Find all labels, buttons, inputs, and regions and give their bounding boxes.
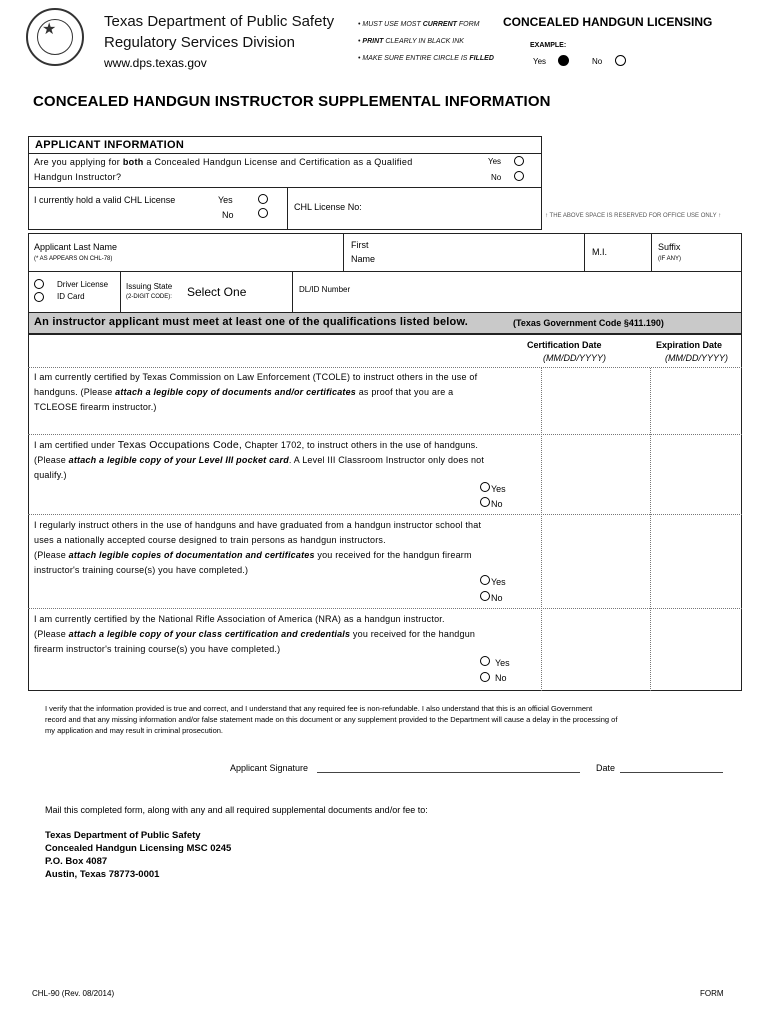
mailing-address: Texas Department of Public Safety Concealed Handgun Licensing MSC 0245 P.O. Box 4087 Austin, Texas 78773-0001 [45,830,232,880]
tcole-exp-date-input[interactable] [654,372,738,432]
form-revision: CHL-90 (Rev. 08/2014) [32,989,115,998]
chl-hold-label: I currently hold a valid CHL License [34,195,176,205]
first-name-label: First [351,240,369,250]
qualifications-banner-text: An instructor applicant must meet at least one of the qualifications listed below. [34,316,469,328]
last-name-note: (* AS APPEARS ON CHL-78) [34,256,113,262]
school-cert-date-input[interactable] [545,520,647,604]
nra-no-label: No [495,673,507,683]
applicant-section-title: APPLICANT INFORMATION [35,139,185,151]
signature-line[interactable] [317,772,580,773]
both-yes-radio[interactable] [514,156,524,166]
level-iii-no-radio[interactable] [480,497,490,507]
chl-yes-radio[interactable] [258,194,268,204]
agency-website[interactable]: www.dps.texas.gov [104,56,207,70]
signature-label: Applicant Signature [230,763,309,773]
school-no-label: No [491,593,503,603]
suffix-label: Suffix [658,242,681,252]
instruction-2: • PRINT CLEARLY IN BLACK INK [358,38,464,45]
qualification-level-iii: I am certified under Texas Occupations Code, Chapter 1702, to instruct others in the use of handguns. (Please attach a legible copy of your Level III pocket card. A Level III Classroom Instructor only does not qualify.) [34,439,485,480]
date-label: Date [596,763,616,773]
question-both-line2: Handgun Instructor? [34,172,122,182]
issuing-state-label: Issuing State [126,282,173,291]
level-iii-exp-date-input[interactable] [654,440,738,510]
driver-license-label: Driver License [57,280,109,289]
cert-date-format: (MM/DD/YYYY) [543,353,606,363]
issuing-state-select[interactable]: Select One [187,285,247,299]
id-card-radio[interactable] [34,292,44,302]
both-no-radio[interactable] [514,171,524,181]
first-name-input[interactable] [385,240,580,264]
mi-label: M.I. [592,247,607,257]
qualification-instructor-school: I regularly instruct others in the use of handguns and have graduated from a handgun instructor school that uses a nationally accepted course designed to train persons as handgun instructors. (Please attach legible copies of documentation and certificates you received for the handgun firearm instructor's training course(s) you have completed.) [34,520,482,575]
dl-id-number-label: DL/ID Number [299,285,351,294]
nra-exp-date-input[interactable] [654,614,738,686]
question-both: Are you applying for both a Concealed Handgun License and Certification as a Qualified [34,157,413,167]
school-yes-radio[interactable] [480,575,490,585]
first-name-label-2: Name [351,254,376,264]
school-exp-date-input[interactable] [654,520,738,604]
date-line[interactable] [620,772,723,773]
issuing-state-note: (2-DIGIT CODE): [126,294,172,300]
example-label: EXAMPLE: [530,42,567,49]
chl-no-radio[interactable] [258,208,268,218]
chl-license-no-input[interactable] [370,201,535,214]
level-iii-yes-label: Yes [491,484,506,494]
driver-license-radio[interactable] [34,279,44,289]
star-icon: ★ [42,21,57,38]
last-name-input[interactable] [160,240,340,264]
dl-id-number-input[interactable] [365,280,735,304]
gov-code-ref: (Texas Government Code §411.190) [513,318,664,328]
level-iii-cert-date-input[interactable] [545,440,647,510]
suffix-input[interactable] [692,240,737,264]
last-name-label: Applicant Last Name [34,242,118,252]
level-iii-no-label: No [491,499,503,509]
mi-input[interactable] [612,240,648,264]
nra-yes-label: Yes [495,658,510,668]
school-yes-label: Yes [491,577,506,587]
qualification-nra: I am currently certified by the National Rifle Association of America (NRA) as a handgun instructor. (Please attach a legible copy of your class certification and credentials you received for the handgun firearm instructor's training course(s) you have completed.) [34,614,476,654]
school-no-radio[interactable] [480,591,490,601]
verification-statement: I verify that the information provided is true and correct, and I understand that any required fee is non-refundable. I also understand that this is an official Government record and that any missing information and/or false statement made on this document or any supplement provided to the Department will cause a delay in the processing of my application and may result in criminal prosecution. [45,704,618,735]
division-name: Regulatory Services Division [104,34,295,51]
both-no-label: No [491,173,502,182]
exp-date-format: (MM/DD/YYYY) [665,353,728,363]
example-yes-label: Yes [533,57,547,66]
both-yes-label: Yes [488,157,502,166]
suffix-note: (IF ANY) [658,256,682,262]
office-use-note: ↑ THE ABOVE SPACE IS RESERVED FOR OFFICE USE ONLY ↑ [545,213,722,219]
example-no-label: No [592,57,603,66]
footer-form-label: FORM [700,989,724,998]
instruction-3: • MAKE SURE ENTIRE CIRCLE IS FILLED [358,55,494,62]
exp-date-header: Expiration Date [656,340,723,350]
dps-seal-logo [26,8,84,66]
chl-license-no-label: CHL License No: [294,202,362,212]
example-empty-radio-icon [615,55,626,66]
mail-instructions: Mail this completed form, along with any and all required supplemental documents and/or fee to: [45,805,428,815]
cert-date-header: Certification Date [527,340,602,350]
tcole-cert-date-input[interactable] [545,372,647,432]
level-iii-yes-radio[interactable] [480,482,490,492]
example-filled-radio-icon [558,55,569,66]
nra-no-radio[interactable] [480,672,490,682]
nra-yes-radio[interactable] [480,656,490,666]
id-card-label: ID Card [57,292,85,301]
qualification-tcole: I am currently certified by Texas Commission on Law Enforcement (TCOLE) to instruct others in the use of handguns. (Please attach a legible copy of documents and/or certificates as proof that you are a TCLEOSE firearm instructor.) [34,372,478,412]
chl-no-label: No [222,210,234,220]
instruction-1: • MUST USE MOST CURRENT FORM [358,21,480,28]
form-title: CONCEALED HANDGUN INSTRUCTOR SUPPLEMENTAL INFORMATION [33,93,551,110]
nra-cert-date-input[interactable] [545,614,647,686]
chl-yes-label: Yes [218,195,233,205]
program-title: CONCEALED HANDGUN LICENSING [503,15,713,29]
agency-name: Texas Department of Public Safety [104,13,335,30]
